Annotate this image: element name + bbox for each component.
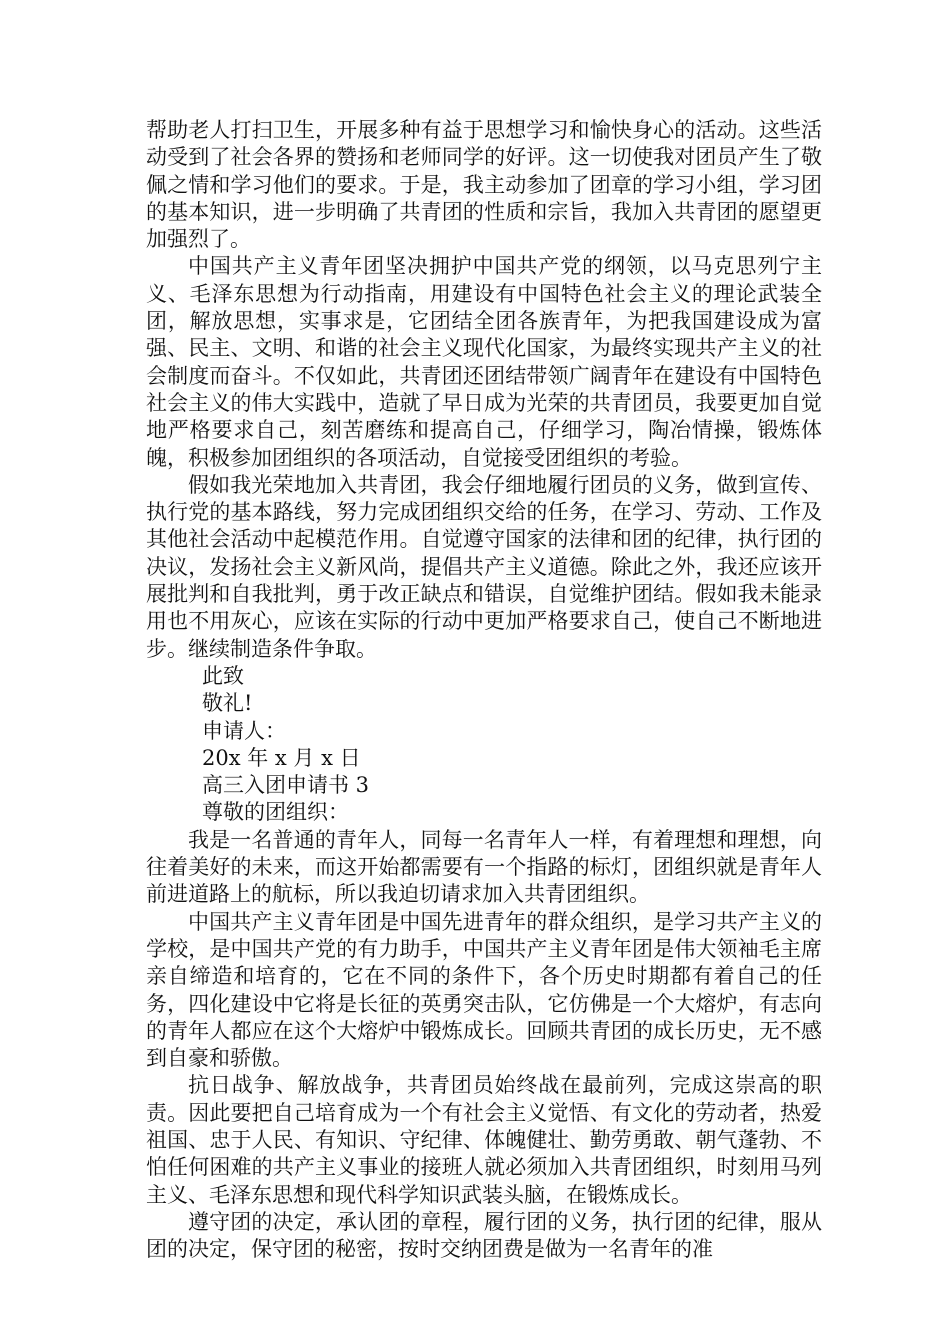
paragraph-5: 中国共产主义青年团是中国先进青年的群众组织，是学习共产主义的学校，是中国共产党的有力助手，中国共产主义青年团是伟大领袖毛主席亲自缔造和培育的，它在不同的条件下，各个历史时期都有着自己的任务，四化建设中它将是长征的英勇突击队，它仿佛是一个大熔炉，有志向的青年人都应在这个大熔炉中锻炼成长。回顾共青团的成长历史，无不感到自豪和骄傲。 [146,909,822,1071]
document-body [146,117,822,1263]
applicant-label: 申请人： [202,718,286,743]
closing-regards: 敬礼! [202,691,253,716]
greeting: 尊敬的团组织： [202,800,349,825]
paragraph-4: 我是一名普通的青年人，同每一名青年人一样，有着理想和理想，向往着美好的未来，而这开始都需要有一个指路的标灯，团组织就是青年人前进道路上的航标，所以我迫切请求加入共青团组织。 [146,827,822,907]
date-line: 20x 年 x 月 x 日 [202,745,361,770]
paragraph-7: 遵守团的决定，承认团的章程，履行团的义务，执行团的纪律，服从团的决定，保守团的秘密，按时交纳团费是做为一名青年的准 [146,1209,822,1262]
section-title: 高三入团申请书 3 [202,773,370,798]
paragraph-1: 帮助老人打扫卫生，开展多种有益于思想学习和愉快身心的活动。这些活动受到了社会各界的赞扬和老师同学的好评。这一切使我对团员产生了敬佩之情和学习他们的要求。于是，我主动参加了团章的学习小组，学习团的基本知识，进一步明确了共青团的性质和宗旨，我加入共青团的愿望更加强烈了。 [146,118,822,252]
paragraph-3: 假如我光荣地加入共青团，我会仔细地履行团员的义务，做到宣传、执行党的基本路线，努力完成团组织交给的任务，在学习、劳动、工作及其他社会活动中起模范作用。自觉遵守国家的法律和团的纪律，执行团的决议，发扬社会主义新风尚，提倡共产主义道德。除此之外，我还应该开展批判和自我批判，勇于改正缺点和错误，自觉维护团结。假如我未能录用也不用灰心，应该在实际的行动中更加严格要求自己，使自己不断地进步。继续制造条件争取。 [146,472,822,661]
closing-salutation: 此致 [202,663,244,688]
paragraph-6: 抗日战争、解放战争，共青团员始终战在最前列，完成这崇高的职责。因此要把自己培育成为一个有社会主义觉悟、有文化的劳动者，热爱祖国、忠于人民、有知识、守纪律、体魄健壮、勤劳勇敢、朝气蓬勃、不怕任何困难的共产主义事业的接班人就必须加入共青团组织，时刻用马列主义、毛泽东思想和现代科学知识武装头脑，在锻炼成长。 [146,1073,822,1207]
paragraph-2: 中国共产主义青年团坚决拥护中国共产党的纲领，以马克思列宁主义、毛泽东思想为行动指南，用建设有中国特色社会主义的理论武装全团，解放思想，实事求是，它团结全团各族青年，为把我国建设成为富强、民主、文明、和谐的社会主义现代化国家，为最终实现共产主义的社会制度而奋斗。不仅如此，共青团还团结带领广阔青年在建设有中国特色社会主义的伟大实践中，造就了早日成为光荣的共青团员，我要更加自觉地严格要求自己，刻苦磨练和提高自己，仔细学习，陶冶情操，锻炼体魄，积极参加团组织的各项活动，自觉接受团组织的考验。 [146,254,822,470]
